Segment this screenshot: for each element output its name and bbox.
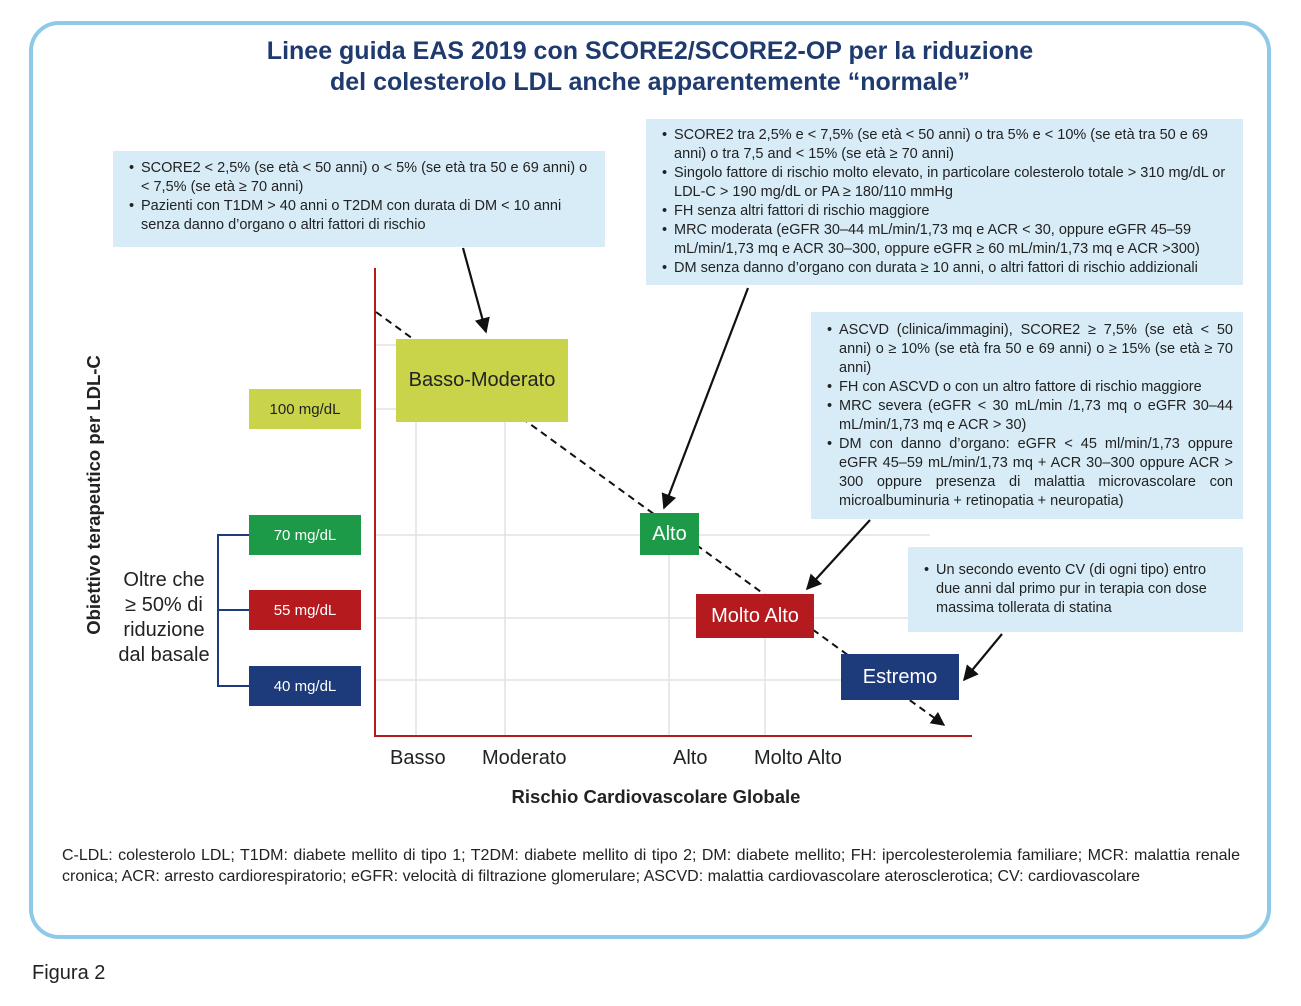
x-axis-title: Rischio Cardiovascolare Globale [511, 786, 801, 807]
category-molto-alto-text: Molto Alto [711, 604, 799, 627]
list-item: • ASCVD (clinica/immagini), SCORE2 ≥ 7,5% (se età < 50 anni) o ≥ 10% (se età fra 50 e 69 anni) o ≥ 15% (se età ≥ 70 anni) [839, 321, 1233, 378]
target-55-text: 55 mg/dL [273, 601, 337, 619]
x-tick-basso: Basso [390, 747, 446, 769]
list-item: • Un secondo evento CV (di ogni tipo) entro due anni dal primo pur in terapia con dose massima tollerata di statina [936, 561, 1233, 618]
list-item: • MRC severa (eGFR < 30 mL/min /1,73 mq o eGFR 30–44 mL/min/1,73 mq e ACR > 30) [839, 397, 1233, 435]
info-box-high [646, 119, 1243, 285]
title-line-1: Linee guida EAS 2019 con SCORE2/SCORE2-OP per la riduzione [266, 37, 1034, 65]
figure-label: Figura 2 [32, 962, 106, 984]
title-line-2: del colesterolo LDL anche apparentemente “normale” [330, 68, 970, 96]
target-100-text: 100 mg/dL [269, 400, 341, 418]
category-estremo-text: Estremo [862, 665, 938, 688]
info-box-very-high [811, 312, 1243, 519]
list-item: • DM con danno d’organo: eGFR < 45 ml/min/1,73 oppure eGFR 45–59 mL/min/1,73 mq + ACR 30–300 oppure ACR > 300 oppure presenza di malattia microvascolare con microalbuminuria + retinopatia + neuropatia) [839, 435, 1233, 511]
target-40-label [249, 666, 361, 706]
reduction-note [112, 568, 216, 668]
reduction-line: ≥ 50% di [125, 594, 203, 616]
list-item: • SCORE2 tra 2,5% e < 7,5% (se età < 50 anni) o tra 5% e < 10% (se età tra 50 e 69 anni) o tra 7,5 and < 15% (se età ≥ 70 anni) [674, 126, 1233, 164]
list-item: • MRC moderata (eGFR 30–44 mL/min/1,73 mq e ACR < 30, oppure eGFR 45–59 mL/min/1,73 mq e ACR 30–300, oppure eGFR ≥ 60 mL/min/1,73 mq e ACR >300) [674, 221, 1233, 259]
x-tick-alto: Alto [673, 747, 708, 769]
reduction-line: riduzione [123, 619, 205, 641]
category-molto-alto [696, 594, 814, 638]
y-axis-title: Obiettivo terapeutico per LDL-C [83, 355, 104, 635]
target-70-text: 70 mg/dL [273, 526, 337, 544]
target-70-label [249, 515, 361, 555]
target-40-text: 40 mg/dL [273, 677, 337, 695]
list-item: • DM senza danno d’organo con durata ≥ 10 anni, o altri fattori di rischio addizionali [674, 259, 1233, 278]
bracket [218, 535, 249, 686]
info-box-extreme [908, 547, 1243, 632]
target-55-label [249, 590, 361, 630]
category-basso-moderato-text: Basso-Moderato [408, 369, 556, 391]
reduction-line: Oltre che [123, 569, 205, 591]
x-tick-moderato: Moderato [482, 747, 567, 769]
x-tick-molto-alto: Molto Alto [754, 747, 842, 769]
category-alto [640, 513, 699, 555]
category-estremo [841, 654, 959, 700]
reduction-line: dal basale [118, 644, 210, 666]
info-box-low-moderate [113, 151, 605, 247]
list-item: • SCORE2 < 2,5% (se età < 50 anni) o < 5% (se età tra 50 e 69 anni) o < 7,5% (se età ≥ 70 anni) [141, 159, 595, 197]
list-item: • FH senza altri fattori di rischio maggiore [674, 202, 1233, 221]
category-alto-text: Alto [652, 522, 687, 545]
list-item: • FH con ASCVD o con un altro fattore di rischio maggiore [839, 378, 1233, 397]
footnote: C-LDL: colesterolo LDL; T1DM: diabete mellito di tipo 1; T2DM: diabete mellito di tipo 2; DM: diabete mellito; FH: ipercolesterolemia familiare; MCR: malattia renale cronica; ACR: arresto cardiorespiratorio; eGFR: velocità di filtrazione glomerulare; ASCVD: malattia cardiovascolare aterosclerotica; CV: cardiovascolare [62, 847, 1240, 885]
category-basso-moderato [396, 339, 568, 422]
target-100-label [249, 389, 361, 429]
list-item: • Singolo fattore di rischio molto elevato, in particolare colesterolo totale > 310 mg/dL or LDL-C > 190 mg/dL or PA ≥ 180/110 mmHg [674, 164, 1233, 202]
list-item: • Pazienti con T1DM > 40 anni o T2DM con durata di DM < 10 anni senza danno d’organo o altri fattori di rischio [141, 197, 595, 235]
